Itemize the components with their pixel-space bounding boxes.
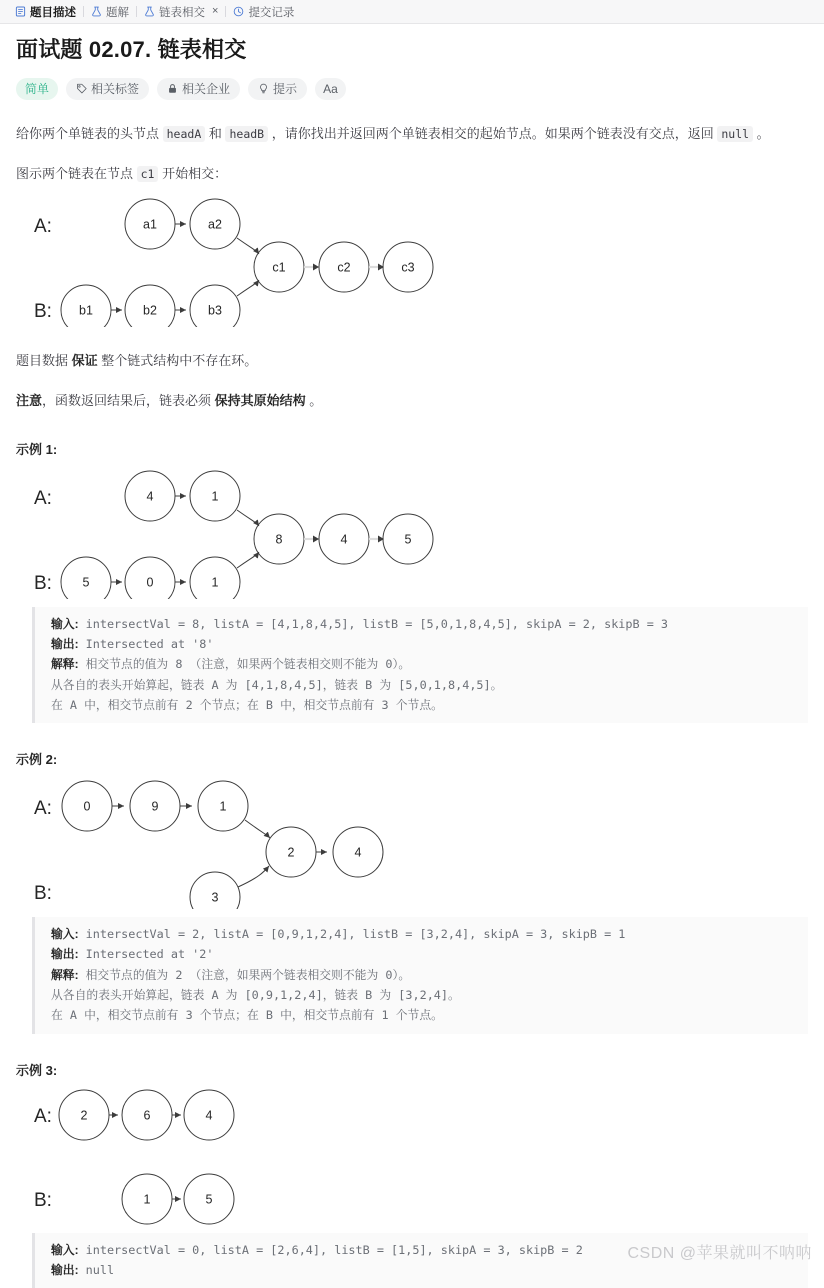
csdn-watermark: CSDN @苹果就叫不呐呐: [627, 1245, 812, 1262]
node-label: 2: [80, 1108, 88, 1123]
tab-label: 提交记录: [248, 6, 295, 19]
tab-submission-records[interactable]: [226, 0, 301, 23]
tag-icon: [76, 83, 87, 94]
node-label: 6: [143, 1108, 151, 1123]
input-value: intersectVal = 0, listA = [2,6,4], listB = [1,5], skipA = 3, skipB = 2: [78, 1242, 583, 1257]
output-label: 输出:: [51, 947, 79, 962]
tab-linked-list-intersection[interactable]: [137, 0, 225, 23]
document-icon: [15, 6, 26, 17]
desc-text: 给你两个单链表的头节点: [16, 125, 163, 141]
difficulty-badge[interactable]: [16, 78, 58, 100]
node-label: 0: [83, 799, 91, 814]
example-3-diagram: [16, 1085, 808, 1225]
example-1-heading: 示例 1:: [16, 441, 58, 457]
flask-icon: [144, 6, 155, 17]
related-tags-label: 相关标签: [91, 82, 140, 97]
node-label: 0: [146, 575, 154, 590]
node-label: 4: [146, 489, 154, 504]
related-companies-button[interactable]: [157, 78, 240, 100]
note-text: 题目数据: [16, 352, 72, 368]
explanation-line: 在 A 中，相交节点前有 2 个节点；在 B 中，相交节点前有 3 个节点。: [51, 697, 443, 712]
hint-label: 提示: [273, 82, 298, 97]
main-linked-list-diagram: [16, 192, 808, 327]
desc-text: 图示两个链表在节点: [16, 165, 137, 181]
problem-page: [0, 36, 824, 1288]
desc-text: ，请你找出并返回两个单链表相交的起始节点。如果两个链表没有交点，返回: [268, 125, 718, 141]
node-label: c2: [337, 260, 351, 275]
desc-text: 。: [753, 125, 770, 141]
desc-text: 开始相交：: [158, 165, 228, 181]
explanation-value: 相交节点的值为 2 （注意，如果两个链表相交则不能为 0）。: [78, 967, 411, 982]
note-emphasis: 保证: [71, 352, 98, 368]
example-1-diagram: [16, 464, 808, 599]
output-label: 输出:: [51, 1262, 79, 1277]
node-label: b2: [143, 303, 157, 318]
inline-code-headB: headB: [225, 126, 268, 142]
diagram-label-a: A:: [34, 487, 52, 509]
page-title: 面试题 02.07. 链表相交: [16, 37, 247, 62]
explanation-label: 解释:: [51, 967, 79, 982]
node-label: 1: [219, 799, 227, 814]
example-3-heading: 示例 3:: [16, 1062, 58, 1078]
desc-text: 和: [205, 125, 226, 141]
note-text: 。: [305, 392, 323, 408]
difficulty-label: 简单: [25, 82, 50, 97]
note-text: 整个链式结构中不存在环。: [97, 352, 258, 368]
tab-label: 题目描述: [30, 6, 76, 19]
flask-icon: [91, 6, 102, 17]
node-label: 8: [275, 532, 283, 547]
note-paragraph-1: [16, 349, 808, 373]
arrowhead-c1-c2: [313, 263, 319, 270]
note-text: ，函数返回结果后，链表必须: [42, 392, 215, 408]
node-label: 1: [211, 575, 219, 590]
node-label: 5: [82, 575, 90, 590]
diagram-label-a: A:: [34, 1105, 52, 1127]
input-label: 输入:: [51, 927, 79, 942]
explanation-line: 从各自的表头开始算起，链表 A 为 [4,1,8,4,5]，链表 B 为 [5,0,1,8,4,5]。: [51, 677, 503, 692]
node-label: 4: [354, 845, 362, 860]
diagram-label-b: B:: [34, 300, 52, 322]
diagram-label-b: B:: [34, 1189, 52, 1211]
note-paragraph-2: [16, 389, 808, 413]
font-size-label: Aa: [323, 81, 338, 96]
description-paragraph-2: [16, 162, 808, 186]
tab-solutions[interactable]: [84, 0, 136, 23]
input-label: 输入:: [51, 1242, 79, 1257]
close-icon[interactable]: ×: [212, 5, 219, 17]
input-label: 输入:: [51, 616, 79, 631]
node-label: 5: [404, 532, 412, 547]
clock-icon: [233, 6, 244, 17]
diagram-label-a: A:: [34, 215, 52, 237]
explanation-value: 相交节点的值为 8 （注意，如果两个链表相交则不能为 0）。: [78, 657, 411, 672]
related-companies-label: 相关企业: [182, 82, 231, 97]
tab-bar: [0, 0, 824, 24]
input-value: intersectVal = 2, listA = [0,9,1,2,4], listB = [3,2,4], skipA = 3, skipB = 1: [78, 927, 626, 942]
explanation-line: 从各自的表头开始算起，链表 A 为 [0,9,1,2,4]，链表 B 为 [3,2,4]。: [51, 988, 460, 1003]
tab-problem-description[interactable]: [8, 0, 83, 23]
output-value: null: [78, 1262, 115, 1277]
output-value: Intersected at '2': [78, 947, 214, 962]
node-label: 9: [151, 799, 159, 814]
node-label: c3: [401, 260, 415, 275]
explanation-label: 解释:: [51, 657, 79, 672]
node-label: 2: [287, 845, 295, 860]
explanation-line: 在 A 中，相交节点前有 3 个节点；在 B 中，相交节点前有 1 个节点。: [51, 1008, 443, 1023]
inline-code-headA: headA: [163, 126, 206, 142]
tab-label: 题解: [106, 6, 129, 19]
node-label: a2: [208, 217, 222, 232]
node-label: b1: [79, 303, 93, 318]
node-label: 4: [340, 532, 348, 547]
diagram-label-b: B:: [34, 572, 52, 594]
output-value: Intersected at '8': [78, 637, 214, 652]
node-label: 5: [205, 1192, 213, 1207]
output-label: 输出:: [51, 637, 79, 652]
node-label: a1: [143, 217, 157, 232]
font-size-button[interactable]: [315, 78, 346, 100]
note-emphasis: 注意: [16, 392, 43, 408]
example-2-heading: 示例 2:: [16, 752, 58, 768]
arrow-a2-c0: [245, 820, 270, 838]
hint-button[interactable]: [248, 78, 307, 100]
tab-label: 链表相交: [159, 6, 205, 19]
arrow-a2-c1: [237, 238, 259, 254]
lock-icon: [167, 83, 178, 94]
diagram-label-b: B:: [34, 883, 52, 905]
badge-row: [16, 78, 808, 100]
arrowhead-c0-c1: [313, 535, 319, 542]
arrow-b3-c1: [237, 280, 259, 296]
related-tags-button[interactable]: [66, 78, 149, 100]
node-label: 3: [211, 890, 219, 905]
arrow-b0-c0: [238, 866, 269, 887]
node-label: 4: [205, 1108, 213, 1123]
example-2-diagram: [16, 774, 808, 909]
input-value: intersectVal = 8, listA = [4,1,8,4,5], listB = [5,0,1,8,4,5], skipA = 2, skipB = 3: [78, 616, 669, 631]
example-3-block: [32, 1233, 808, 1288]
inline-code-c1: c1: [137, 166, 159, 182]
arrow-b2-c0: [237, 552, 259, 568]
note-emphasis: 保持其原始结构: [214, 392, 306, 408]
node-label: b3: [208, 303, 222, 318]
inline-code-null: null: [717, 126, 753, 142]
node-label: c1: [272, 260, 286, 275]
node-label: 1: [211, 489, 219, 504]
bulb-icon: [258, 83, 269, 94]
node-label: 1: [143, 1192, 151, 1207]
description-paragraph-1: [16, 122, 808, 146]
example-2-block: [32, 917, 808, 1033]
arrow-a1-c0: [237, 510, 259, 526]
example-1-block: [32, 607, 808, 723]
diagram-label-a: A:: [34, 798, 52, 820]
